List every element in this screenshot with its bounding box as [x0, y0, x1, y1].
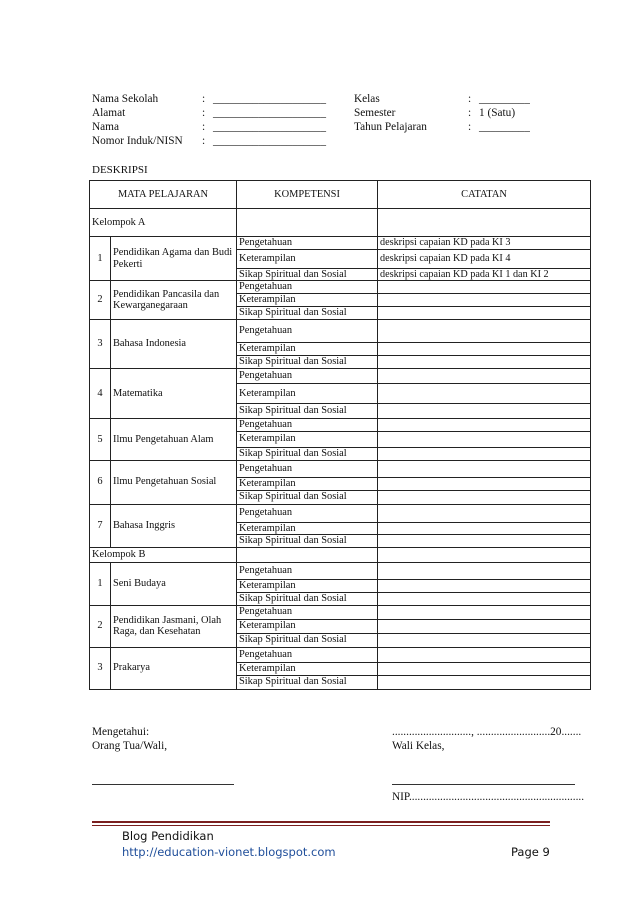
colon: :	[468, 121, 472, 133]
footer-rule-thin	[92, 825, 550, 826]
field-tahun-pelajaran[interactable]: _________	[479, 121, 530, 133]
competency-cell: Pengetahuan	[237, 281, 378, 294]
field-alamat[interactable]: ____________________	[213, 107, 326, 119]
competency-cell: Keterampilan	[237, 249, 378, 268]
subject-number: 1	[90, 237, 111, 281]
competency-cell: Keterampilan	[237, 384, 378, 404]
table-row	[90, 460, 591, 477]
colon: :	[202, 121, 206, 133]
competency-cell: Pengetahuan	[237, 504, 378, 522]
deskripsi-table	[89, 180, 591, 690]
competency-cell: Pengetahuan	[237, 460, 378, 477]
table-row	[90, 605, 591, 619]
signature-line-parent[interactable]	[92, 784, 234, 785]
competency-cell: Pengetahuan	[237, 320, 378, 343]
table-row	[90, 419, 591, 432]
subject-name: Ilmu Pengetahuan Sosial	[111, 460, 237, 504]
subject-number: 7	[90, 504, 111, 548]
label-semester: Semester	[354, 107, 396, 119]
label-alamat: Alamat	[92, 107, 126, 119]
colon: :	[468, 107, 472, 119]
note-cell[interactable]	[378, 460, 591, 477]
competency-cell: Pengetahuan	[237, 605, 378, 619]
competency-cell: Pengetahuan	[237, 647, 378, 662]
note-cell[interactable]	[378, 419, 591, 432]
note-cell[interactable]	[378, 592, 591, 605]
subject-name: Pendidikan Jasmani, Olah Raga, dan Kesehatan	[111, 605, 237, 647]
table-row	[90, 504, 591, 522]
note-cell[interactable]	[378, 619, 591, 633]
note-cell[interactable]	[378, 477, 591, 490]
table-row	[90, 563, 591, 580]
table-row	[90, 237, 591, 250]
competency-cell: Keterampilan	[237, 662, 378, 675]
competency-cell: Keterampilan	[237, 522, 378, 535]
competency-cell: Pengetahuan	[237, 237, 378, 250]
label-nama: Nama	[92, 121, 119, 133]
label-nama-sekolah: Nama Sekolah	[92, 93, 159, 105]
table-row	[90, 320, 591, 343]
competency-cell: Keterampilan	[237, 343, 378, 356]
competency-cell: Sikap Spiritual dan Sosial	[237, 675, 378, 689]
page-number: Page 9	[511, 845, 550, 859]
nip-field[interactable]: NIP..............................................................	[392, 791, 585, 803]
colon: :	[468, 93, 472, 105]
note-cell[interactable]	[378, 294, 591, 307]
label-tahun-pelajaran: Tahun Pelajaran	[354, 121, 427, 133]
competency-cell: Keterampilan	[237, 619, 378, 633]
section-title: DESKRIPSI	[92, 164, 148, 176]
table-row	[90, 369, 591, 384]
header-mata-pelajaran: MATA PELAJARAN	[90, 181, 237, 209]
signature-right-role: Wali Kelas,	[392, 740, 445, 752]
subject-name: Matematika	[111, 369, 237, 419]
subject-number: 4	[90, 369, 111, 419]
note-cell[interactable]	[378, 343, 591, 356]
competency-cell: Sikap Spiritual dan Sosial	[237, 307, 378, 320]
competency-cell: Sikap Spiritual dan Sosial	[237, 268, 378, 281]
subject-name: Ilmu Pengetahuan Alam	[111, 419, 237, 461]
note-cell[interactable]	[378, 431, 591, 447]
note-cell[interactable]	[378, 404, 591, 419]
subject-number: 3	[90, 320, 111, 369]
note-cell[interactable]: deskripsi capaian KD pada KI 3	[378, 237, 591, 250]
competency-cell: Sikap Spiritual dan Sosial	[237, 356, 378, 369]
note-cell[interactable]	[378, 522, 591, 535]
header-kompetensi: KOMPETENSI	[237, 181, 378, 209]
colon: :	[202, 135, 206, 147]
note-cell[interactable]	[378, 535, 591, 548]
competency-cell: Sikap Spiritual dan Sosial	[237, 633, 378, 647]
field-nama-sekolah[interactable]: ____________________	[213, 93, 326, 105]
note-cell[interactable]	[378, 504, 591, 522]
subject-name: Bahasa Inggris	[111, 504, 237, 548]
subject-name: Seni Budaya	[111, 563, 237, 606]
subject-number: 1	[90, 563, 111, 606]
subject-name: Pendidikan Agama dan Budi Pekerti	[111, 237, 237, 281]
note-cell[interactable]: deskripsi capaian KD pada KI 1 dan KI 2	[378, 268, 591, 281]
subject-name: Pendidikan Pancasila dan Kewarganegaraan	[111, 281, 237, 320]
signature-left-label: Mengetahui:	[92, 726, 150, 738]
note-cell[interactable]	[378, 675, 591, 689]
note-cell[interactable]	[378, 320, 591, 343]
note-cell[interactable]: deskripsi capaian KD pada KI 4	[378, 249, 591, 268]
group-label: Kelompok A	[90, 209, 237, 237]
field-kelas[interactable]: _________	[479, 93, 530, 105]
note-cell[interactable]	[378, 356, 591, 369]
note-cell[interactable]	[378, 563, 591, 580]
field-nama[interactable]: ____________________	[213, 121, 326, 133]
footer-url-link[interactable]: http://education-vionet.blogspot.com	[122, 845, 336, 859]
competency-cell: Keterampilan	[237, 580, 378, 593]
note-cell[interactable]	[378, 662, 591, 675]
subject-number: 3	[90, 647, 111, 689]
note-cell[interactable]	[378, 369, 591, 384]
table-header-row	[90, 181, 591, 209]
competency-cell: Sikap Spiritual dan Sosial	[237, 535, 378, 548]
competency-cell: Pengetahuan	[237, 419, 378, 432]
competency-cell: Sikap Spiritual dan Sosial	[237, 447, 378, 460]
table-row	[90, 647, 591, 662]
field-semester: 1 (Satu)	[479, 107, 516, 119]
subject-name: Bahasa Indonesia	[111, 320, 237, 369]
footer-rule	[92, 821, 550, 823]
competency-cell: Pengetahuan	[237, 369, 378, 384]
signature-line-teacher[interactable]	[392, 784, 575, 785]
label-nomor-induk: Nomor Induk/NISN	[92, 135, 183, 147]
competency-cell: Pengetahuan	[237, 563, 378, 580]
subject-number: 6	[90, 460, 111, 504]
note-cell[interactable]	[378, 580, 591, 593]
note-cell[interactable]	[378, 447, 591, 460]
field-nomor-induk[interactable]: ____________________	[213, 135, 326, 147]
note-cell[interactable]	[378, 647, 591, 662]
note-cell[interactable]	[378, 605, 591, 619]
subject-number: 5	[90, 419, 111, 461]
note-cell[interactable]	[378, 281, 591, 294]
label-kelas: Kelas	[354, 93, 380, 105]
competency-cell: Keterampilan	[237, 294, 378, 307]
competency-cell: Sikap Spiritual dan Sosial	[237, 592, 378, 605]
footer-blog-title: Blog Pendidikan	[122, 829, 214, 843]
signature-left-role: Orang Tua/Wali,	[92, 740, 168, 752]
competency-cell: Sikap Spiritual dan Sosial	[237, 490, 378, 504]
note-cell[interactable]	[378, 633, 591, 647]
note-cell[interactable]	[378, 307, 591, 320]
subject-number: 2	[90, 605, 111, 647]
group-row	[90, 209, 591, 237]
header-catatan: CATATAN	[378, 181, 591, 209]
note-cell[interactable]	[378, 490, 591, 504]
signature-date[interactable]: ............................, ..........................20.......	[392, 726, 582, 738]
colon: :	[202, 107, 206, 119]
group-label: Kelompok B	[90, 548, 237, 563]
competency-cell: Keterampilan	[237, 431, 378, 447]
subject-name: Prakarya	[111, 647, 237, 689]
note-cell[interactable]	[378, 384, 591, 404]
subject-number: 2	[90, 281, 111, 320]
table-row	[90, 281, 591, 294]
competency-cell: Keterampilan	[237, 477, 378, 490]
colon: :	[202, 93, 206, 105]
group-row	[90, 548, 591, 563]
competency-cell: Sikap Spiritual dan Sosial	[237, 404, 378, 419]
